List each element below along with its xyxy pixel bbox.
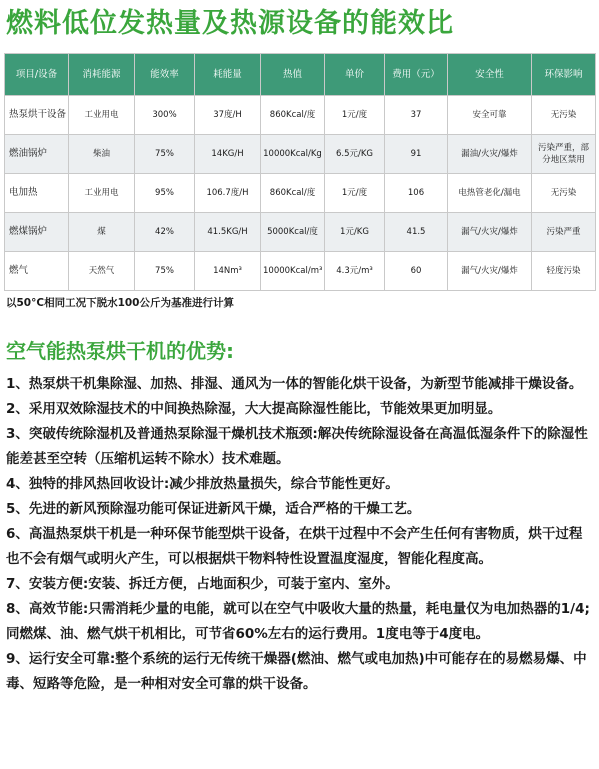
table-cell: 37度/H xyxy=(195,96,261,135)
table-cell: 41.5 xyxy=(385,213,448,252)
table-cell: 工业用电 xyxy=(69,96,135,135)
table-row xyxy=(5,135,596,174)
list-item: 8、高效节能:只需消耗少量的电能，就可以在空气中吸收大量的热量，耗电量仅为电加热器的1/4;同燃煤、油、燃气烘干机相比，可节省60%左右的运行费用。1度电等于4度电。 xyxy=(6,601,590,642)
table-cell: 860Kcal/度 xyxy=(261,174,325,213)
column-header: 安全性 xyxy=(448,54,532,96)
table-cell: 污染严重，部分地区禁用 xyxy=(532,135,596,174)
table-cell: 41.5KG/H xyxy=(195,213,261,252)
list-item: 1、热泵烘干机集除湿、加热、排湿、通风为一体的智能化烘干设备，为新型节能减排干燥设备。 xyxy=(6,376,583,392)
table-cell: 106.7度/H xyxy=(195,174,261,213)
table-cell: 燃煤锅炉 xyxy=(5,213,69,252)
table-cell: 燃油锅炉 xyxy=(5,135,69,174)
table-cell: 14KG/H xyxy=(195,135,261,174)
column-header: 环保影响 xyxy=(532,54,596,96)
table-cell: 14Nm³ xyxy=(195,252,261,291)
table-cell: 75% xyxy=(135,252,195,291)
table-cell: 1元/KG xyxy=(325,213,385,252)
table-cell: 天然气 xyxy=(69,252,135,291)
table-cell: 300% xyxy=(135,96,195,135)
list-item: 6、高温热泵烘干机是一种环保节能型烘干设备，在烘干过程中不会产生任何有害物质，烘干过程也不会有烟气或明火产生，可以根据烘干物料特性设置温度湿度，智能化程度高。 xyxy=(6,526,583,567)
table-cell: 电热管老化/漏电 xyxy=(448,174,532,213)
table-cell: 42% xyxy=(135,213,195,252)
list-item: 5、先进的新风预除湿功能可保证进新风干燥，适合严格的干燥工艺。 xyxy=(6,501,421,517)
table-cell: 10000Kcal/Kg xyxy=(261,135,325,174)
table-cell: 安全可靠 xyxy=(448,96,532,135)
table-header-row xyxy=(5,54,596,96)
table-cell: 漏油/火灾/爆炸 xyxy=(448,135,532,174)
table-cell: 5000Kcal/度 xyxy=(261,213,325,252)
advantages-title: 空气能热泵烘干机的优势: xyxy=(6,339,234,363)
table-cell: 10000Kcal/m³ xyxy=(261,252,325,291)
table-row xyxy=(5,213,596,252)
column-header: 耗能量 xyxy=(195,54,261,96)
column-header: 消耗能源 xyxy=(69,54,135,96)
table-cell: 95% xyxy=(135,174,195,213)
list-item: 3、突破传统除湿机及普通热泵除湿干燥机技术瓶颈:解决传统除湿设备在高温低湿条件下的除湿性能差甚至空转（压缩机运转不除水）技术难题。 xyxy=(6,426,588,467)
calculation-note: 以50°C相同工况下脱水100公斤为基准进行计算 xyxy=(6,297,234,309)
table-cell: 燃气 xyxy=(5,252,69,291)
column-header: 热值 xyxy=(261,54,325,96)
table-cell: 污染严重 xyxy=(532,213,596,252)
column-header: 单价 xyxy=(325,54,385,96)
table-row xyxy=(5,96,596,135)
table-cell: 37 xyxy=(385,96,448,135)
list-item: 9、运行安全可靠:整个系统的运行无传统干燥器(燃油、燃气或电加热)中可能存在的易燃易爆、中毒、短路等危险，是一种相对安全可靠的烘干设备。 xyxy=(6,651,587,692)
table-cell: 860Kcal/度 xyxy=(261,96,325,135)
table-cell: 106 xyxy=(385,174,448,213)
advantages-list xyxy=(6,372,592,697)
table-cell: 60 xyxy=(385,252,448,291)
table-cell: 轻度污染 xyxy=(532,252,596,291)
table-cell: 漏气/火灾/爆炸 xyxy=(448,213,532,252)
column-header: 能效率 xyxy=(135,54,195,96)
table-cell: 热泵烘干设备 xyxy=(5,96,69,135)
table-cell: 漏气/火灾/爆炸 xyxy=(448,252,532,291)
table-cell: 工业用电 xyxy=(69,174,135,213)
table-cell: 1元/度 xyxy=(325,96,385,135)
comparison-table xyxy=(4,53,596,291)
page-title: 燃料低位发热量及热源设备的能效比 xyxy=(6,8,454,39)
table-cell: 1元/度 xyxy=(325,174,385,213)
table-row xyxy=(5,174,596,213)
list-item: 4、独特的排风热回收设计:减少排放热量损失，综合节能性更好。 xyxy=(6,476,399,492)
column-header: 费用（元） xyxy=(385,54,448,96)
table-cell: 电加热 xyxy=(5,174,69,213)
table-cell: 91 xyxy=(385,135,448,174)
table-cell: 6.5元/KG xyxy=(325,135,385,174)
table-cell: 4.3元/m³ xyxy=(325,252,385,291)
table-cell: 柴油 xyxy=(69,135,135,174)
table-cell: 无污染 xyxy=(532,96,596,135)
list-item: 7、安装方便:安装、拆迁方便，占地面积少，可装于室内、室外。 xyxy=(6,576,399,592)
column-header: 项目/设备 xyxy=(5,54,69,96)
table-cell: 煤 xyxy=(69,213,135,252)
table-row xyxy=(5,252,596,291)
list-item: 2、采用双效除湿技术的中间换热除湿，大大提高除湿性能比，节能效果更加明显。 xyxy=(6,401,502,417)
table-cell: 无污染 xyxy=(532,174,596,213)
table-cell: 75% xyxy=(135,135,195,174)
